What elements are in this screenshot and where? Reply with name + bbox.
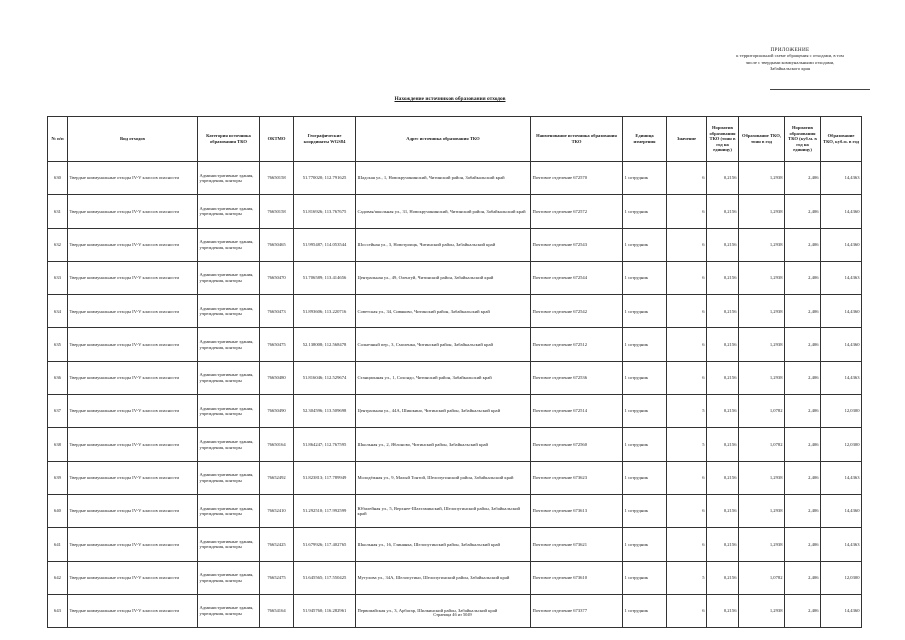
cell-source-name: Почтовое отделение 672514 — [531, 395, 623, 428]
cell-waste-type: Твердые коммунальные отходы IV-V классов опасности — [68, 228, 198, 261]
cell-unit: 1 сотрудник — [623, 594, 667, 627]
cell-oktmo: 76650465 — [260, 228, 294, 261]
column-header: Наименование источника образования ТКО — [531, 117, 623, 162]
cell-norm-tonnes: 0,2156 — [707, 528, 739, 561]
cell-source-category: Административные здания, учреждения, конторы — [198, 195, 260, 228]
cell-oktmo: 76650158 — [260, 162, 294, 195]
cell-oktmo: 76650470 — [260, 261, 294, 294]
cell-cubic-per-year: 14,4360 — [821, 328, 862, 361]
cell-norm-tonnes: 0,2156 — [707, 461, 739, 494]
cell-address: Первомайская ул., 3, Арбагар, Шилкинский район, Забайкальский край — [356, 594, 531, 627]
cell-value: 6 — [667, 261, 707, 294]
cell-waste-type: Твердые коммунальные отходы IV-V классов опасности — [68, 561, 198, 594]
appendix-line: Забайкальского края — [769, 66, 811, 72]
cell-row-number: 643 — [48, 594, 68, 627]
cell-norm-tonnes: 0,2156 — [707, 594, 739, 627]
cell-value: 6 — [667, 361, 707, 394]
cell-source-category: Административные здания, учреждения, конторы — [198, 228, 260, 261]
cell-coordinates: 51.864247; 112.767595 — [294, 428, 356, 461]
cell-oktmo: 76650164 — [260, 428, 294, 461]
cell-source-category: Административные здания, учреждения, конторы — [198, 395, 260, 428]
cell-address: Солнечный пер., 3, Смоленка, Читинский район, Забайкальский край — [356, 328, 531, 361]
column-header: Норматив образования ТКО (куб.м. в год на единицу) — [785, 117, 821, 162]
cell-coordinates: 51.292510; 117.992599 — [294, 494, 356, 527]
column-header: Единица измерения — [623, 117, 667, 162]
cell-source-name: Почтовое отделение 672570 — [531, 162, 623, 195]
cell-norm-cubic: 2,406 — [785, 195, 821, 228]
table-row — [48, 162, 862, 195]
cell-row-number: 638 — [48, 428, 68, 461]
cell-norm-cubic: 2,406 — [785, 594, 821, 627]
cell-cubic-per-year: 14,4360 — [821, 228, 862, 261]
table-row — [48, 328, 862, 361]
table-row — [48, 494, 862, 527]
cell-row-number: 631 — [48, 195, 68, 228]
table-row — [48, 228, 862, 261]
cell-value: 5 — [667, 561, 707, 594]
cell-unit: 1 сотрудник — [623, 528, 667, 561]
cell-source-name: Почтовое отделение 672542 — [531, 295, 623, 328]
cell-norm-cubic: 2,406 — [785, 528, 821, 561]
cell-coordinates: 51.770020; 112.791625 — [294, 162, 356, 195]
cell-tonnes-per-year: 1,2938 — [739, 594, 785, 627]
cell-source-category: Административные здания, учреждения, конторы — [198, 361, 260, 394]
cell-norm-cubic: 2,406 — [785, 162, 821, 195]
cell-cubic-per-year: 12,0300 — [821, 561, 862, 594]
document-title: Нахождение источников образования отходов — [394, 96, 506, 102]
column-header: Норматив образования ТКО (тонн в год на единицу) — [707, 117, 739, 162]
cell-address: Молодёжная ул., 9, Малый Тонтой, Шелопугинский район, Забайкальский край — [356, 461, 531, 494]
cell-cubic-per-year: 14,4360 — [821, 594, 862, 627]
cell-cubic-per-year: 14,4360 — [821, 295, 862, 328]
cell-unit: 1 сотрудник — [623, 195, 667, 228]
cell-tonnes-per-year: 1,2938 — [739, 494, 785, 527]
cell-norm-tonnes: 0,2156 — [707, 561, 739, 594]
cell-coordinates: 51.706589; 113.414656 — [294, 261, 356, 294]
cell-coordinates: 51.893606; 113.220716 — [294, 295, 356, 328]
waste-sources-table — [47, 116, 862, 628]
cell-value: 6 — [667, 494, 707, 527]
cell-tonnes-per-year: 1,2938 — [739, 195, 785, 228]
cell-row-number: 639 — [48, 461, 68, 494]
cell-source-name: Почтовое отделение 673613 — [531, 494, 623, 527]
table-row — [48, 461, 862, 494]
cell-tonnes-per-year: 1,0782 — [739, 428, 785, 461]
cell-norm-tonnes: 0,2156 — [707, 361, 739, 394]
cell-source-name: Почтовое отделение 672572 — [531, 195, 623, 228]
cell-source-category: Административные здания, учреждения, конторы — [198, 561, 260, 594]
cell-waste-type: Твердые коммунальные отходы IV-V классов опасности — [68, 395, 198, 428]
cell-source-category: Административные здания, учреждения, конторы — [198, 594, 260, 627]
cell-source-name: Почтовое отделение 673610 — [531, 561, 623, 594]
cell-value: 6 — [667, 228, 707, 261]
cell-waste-type: Твердые коммунальные отходы IV-V классов опасности — [68, 494, 198, 527]
cell-value: 6 — [667, 162, 707, 195]
cell-norm-tonnes: 0,2156 — [707, 195, 739, 228]
table-row — [48, 594, 862, 627]
cell-cubic-per-year: 14,4363 — [821, 361, 862, 394]
cell-unit: 1 сотрудник — [623, 228, 667, 261]
cell-unit: 1 сотрудник — [623, 261, 667, 294]
cell-waste-type: Твердые коммунальные отходы IV-V классов опасности — [68, 195, 198, 228]
cell-cubic-per-year: 14,4363 — [821, 528, 862, 561]
appendix-line: к территориальной схеме обращения с отходами, в том — [736, 53, 844, 59]
cell-address: Советская ул., 34, Сивяково, Читинский район, Забайкальский край — [356, 295, 531, 328]
cell-waste-type: Твердые коммунальные отходы IV-V классов опасности — [68, 594, 198, 627]
cell-row-number: 633 — [48, 261, 68, 294]
cell-waste-type: Твердые коммунальные отходы IV-V классов опасности — [68, 295, 198, 328]
cell-coordinates: 51.816926; 113.767675 — [294, 195, 356, 228]
cell-coordinates: 51.645565; 117.550425 — [294, 561, 356, 594]
cell-norm-cubic: 2,406 — [785, 261, 821, 294]
cell-coordinates: 52.304596; 113.509698 — [294, 395, 356, 428]
table-row — [48, 361, 862, 394]
appendix-block — [690, 47, 890, 73]
cell-oktmo: 76652475 — [260, 561, 294, 594]
cell-address: Шоссейная ул., 3, Новотроицк, Читинский район, Забайкальский край — [356, 228, 531, 261]
table-row — [48, 261, 862, 294]
cell-row-number: 630 — [48, 162, 68, 195]
column-header: Значение — [667, 117, 707, 162]
cell-row-number: 640 — [48, 494, 68, 527]
cell-source-name: Почтовое отделение 672544 — [531, 261, 623, 294]
cell-row-number: 636 — [48, 361, 68, 394]
table-row — [48, 395, 862, 428]
cell-value: 6 — [667, 461, 707, 494]
cell-source-name: Почтовое отделение 673621 — [531, 528, 623, 561]
cell-norm-cubic: 2,406 — [785, 461, 821, 494]
cell-waste-type: Твердые коммунальные отходы IV-V классов опасности — [68, 428, 198, 461]
cell-cubic-per-year: 14,4360 — [821, 195, 862, 228]
cell-tonnes-per-year: 1,2938 — [739, 228, 785, 261]
cell-tonnes-per-year: 1,0782 — [739, 395, 785, 428]
cell-address: Центральная ул., 44А, Шишкино, Читинский район, Забайкальский край — [356, 395, 531, 428]
cell-source-name: Почтовое отделение 672543 — [531, 228, 623, 261]
cell-norm-cubic: 2,406 — [785, 494, 821, 527]
cell-waste-type: Твердые коммунальные отходы IV-V классов опасности — [68, 461, 198, 494]
cell-row-number: 635 — [48, 328, 68, 361]
cell-unit: 1 сотрудник — [623, 461, 667, 494]
cell-oktmo: 76652410 — [260, 494, 294, 527]
cell-coordinates: 51.679926; 117.402765 — [294, 528, 356, 561]
cell-unit: 1 сотрудник — [623, 328, 667, 361]
cell-tonnes-per-year: 1,2938 — [739, 528, 785, 561]
cell-source-category: Административные здания, учреждения, конторы — [198, 528, 260, 561]
cell-row-number: 642 — [48, 561, 68, 594]
cell-norm-tonnes: 0,2156 — [707, 295, 739, 328]
cell-tonnes-per-year: 1,2938 — [739, 261, 785, 294]
cell-norm-cubic: 2,406 — [785, 561, 821, 594]
cell-cubic-per-year: 14,4363 — [821, 461, 862, 494]
cell-address: Мутулова ул., 34А, Шелопугино, Шелопугинский район, Забайкальский край — [356, 561, 531, 594]
cell-value: 6 — [667, 528, 707, 561]
table-row — [48, 428, 862, 461]
cell-cubic-per-year: 14,4363 — [821, 261, 862, 294]
appendix-heading: ПРИЛОЖЕНИЕ — [770, 47, 810, 53]
cell-coordinates: 51.995487; 114.053544 — [294, 228, 356, 261]
cell-value: 6 — [667, 195, 707, 228]
cell-value: 6 — [667, 295, 707, 328]
cell-source-category: Административные здания, учреждения, конторы — [198, 461, 260, 494]
column-header: № п/п — [48, 117, 68, 162]
cell-address: Школьная ул., 16, Глинянка, Шелопугинский район, Забайкальский край — [356, 528, 531, 561]
cell-cubic-per-year: 14,4363 — [821, 162, 862, 195]
cell-norm-cubic: 2,406 — [785, 361, 821, 394]
cell-row-number: 634 — [48, 295, 68, 328]
cell-waste-type: Твердые коммунальные отходы IV-V классов опасности — [68, 528, 198, 561]
cell-unit: 1 сотрудник — [623, 428, 667, 461]
cell-row-number: 637 — [48, 395, 68, 428]
cell-source-category: Административные здания, учреждения, конторы — [198, 162, 260, 195]
cell-source-name: Почтовое отделение 672512 — [531, 328, 623, 361]
cell-norm-cubic: 2,406 — [785, 428, 821, 461]
column-header: ОКТМО — [260, 117, 294, 162]
cell-source-category: Административные здания, учреждения, конторы — [198, 494, 260, 527]
cell-unit: 1 сотрудник — [623, 361, 667, 394]
cell-norm-tonnes: 0,2156 — [707, 395, 739, 428]
cell-tonnes-per-year: 1,2938 — [739, 461, 785, 494]
cell-address: Школьная ул., 2, Яблоново, Читинский район, Забайкальский край — [356, 428, 531, 461]
cell-cubic-per-year: 12,0300 — [821, 428, 862, 461]
cell-address: Шадская ул., 1, Новокручининский, Читинский район, Забайкальский край — [356, 162, 531, 195]
cell-cubic-per-year: 14,4360 — [821, 494, 862, 527]
cell-tonnes-per-year: 1,0782 — [739, 561, 785, 594]
cell-oktmo: 76652492 — [260, 461, 294, 494]
cell-source-category: Административные здания, учреждения, конторы — [198, 261, 260, 294]
cell-value: 5 — [667, 395, 707, 428]
column-header: Вид отходов — [68, 117, 198, 162]
cell-cubic-per-year: 12,0300 — [821, 395, 862, 428]
column-header: Категория источника образования ТКО — [198, 117, 260, 162]
cell-source-category: Административные здания, учреждения, конторы — [198, 328, 260, 361]
cell-waste-type: Твердые коммунальные отходы IV-V классов опасности — [68, 162, 198, 195]
table-row — [48, 295, 862, 328]
cell-value: 6 — [667, 328, 707, 361]
cell-address: Юбилейная ул., 5, Верхнее-Шахтаминский, Шелопугинский район, Забайкальский край — [356, 494, 531, 527]
cell-oktmo: 76650158 — [260, 195, 294, 228]
table-row — [48, 195, 862, 228]
cell-unit: 1 сотрудник — [623, 295, 667, 328]
cell-norm-tonnes: 0,2156 — [707, 428, 739, 461]
cell-oktmo: 76650473 — [260, 295, 294, 328]
cell-waste-type: Твердые коммунальные отходы IV-V классов опасности — [68, 328, 198, 361]
cell-oktmo: 76650475 — [260, 328, 294, 361]
cell-value: 5 — [667, 428, 707, 461]
cell-row-number: 641 — [48, 528, 68, 561]
cell-tonnes-per-year: 1,2938 — [739, 295, 785, 328]
cell-value: 6 — [667, 594, 707, 627]
cell-source-name: Почтовое отделение 673377 — [531, 594, 623, 627]
cell-source-name: Почтовое отделение 672536 — [531, 361, 623, 394]
cell-norm-cubic: 2,406 — [785, 228, 821, 261]
table-row — [48, 561, 862, 594]
cell-tonnes-per-year: 1,2938 — [739, 361, 785, 394]
cell-coordinates: 51.823813; 117.789949 — [294, 461, 356, 494]
cell-unit: 1 сотрудник — [623, 395, 667, 428]
cell-norm-tonnes: 0,2156 — [707, 328, 739, 361]
cell-oktmo: 76650490 — [260, 395, 294, 428]
column-header: Географические координаты WGS84 — [294, 117, 356, 162]
cell-address: Станционная ул., 1, Сохондо, Читинский район, Забайкальский край — [356, 361, 531, 394]
cell-oktmo: 76654164 — [260, 594, 294, 627]
cell-coordinates: 51.945760; 116.282961 — [294, 594, 356, 627]
cell-oktmo: 76652425 — [260, 528, 294, 561]
page-footer: Страница 46 из 5049 — [433, 612, 472, 617]
cell-norm-tonnes: 0,2156 — [707, 494, 739, 527]
table-row — [48, 528, 862, 561]
column-header: Образование ТКО, куб.м. в год — [821, 117, 862, 162]
cell-norm-cubic: 2,406 — [785, 328, 821, 361]
cell-address: Садовая/школьная ул., 31, Новокручининский, Читинский район, Забайкальский край — [356, 195, 531, 228]
column-header: Адрес источника образования ТКО — [356, 117, 531, 162]
cell-norm-cubic: 2,406 — [785, 395, 821, 428]
cell-norm-tonnes: 0,2156 — [707, 261, 739, 294]
cell-norm-cubic: 2,406 — [785, 295, 821, 328]
cell-source-name: Почтовое отделение 672560 — [531, 428, 623, 461]
cell-unit: 1 сотрудник — [623, 162, 667, 195]
cell-unit: 1 сотрудник — [623, 494, 667, 527]
cell-tonnes-per-year: 1,2938 — [739, 328, 785, 361]
cell-norm-tonnes: 0,2156 — [707, 162, 739, 195]
table-header-row — [48, 117, 862, 162]
cell-coordinates: 51.816046; 112.529674 — [294, 361, 356, 394]
cell-source-name: Почтовое отделение 673623 — [531, 461, 623, 494]
cell-source-category: Административные здания, учреждения, конторы — [198, 428, 260, 461]
cell-tonnes-per-year: 1,2938 — [739, 162, 785, 195]
signature-rule — [770, 89, 870, 90]
cell-oktmo: 76650480 — [260, 361, 294, 394]
appendix-line: числе с твердыми коммунальными отходами, — [745, 59, 835, 65]
cell-address: Центральная ул., 49, Оленгуй, Читинский район, Забайкальский край — [356, 261, 531, 294]
column-header: Образование ТКО, тонн в год — [739, 117, 785, 162]
cell-coordinates: 52.138008; 112.568478 — [294, 328, 356, 361]
cell-row-number: 632 — [48, 228, 68, 261]
cell-norm-tonnes: 0,2156 — [707, 228, 739, 261]
table-body — [48, 162, 862, 628]
cell-waste-type: Твердые коммунальные отходы IV-V классов опасности — [68, 361, 198, 394]
cell-source-category: Административные здания, учреждения, конторы — [198, 295, 260, 328]
cell-waste-type: Твердые коммунальные отходы IV-V классов опасности — [68, 261, 198, 294]
cell-unit: 1 сотрудник — [623, 561, 667, 594]
